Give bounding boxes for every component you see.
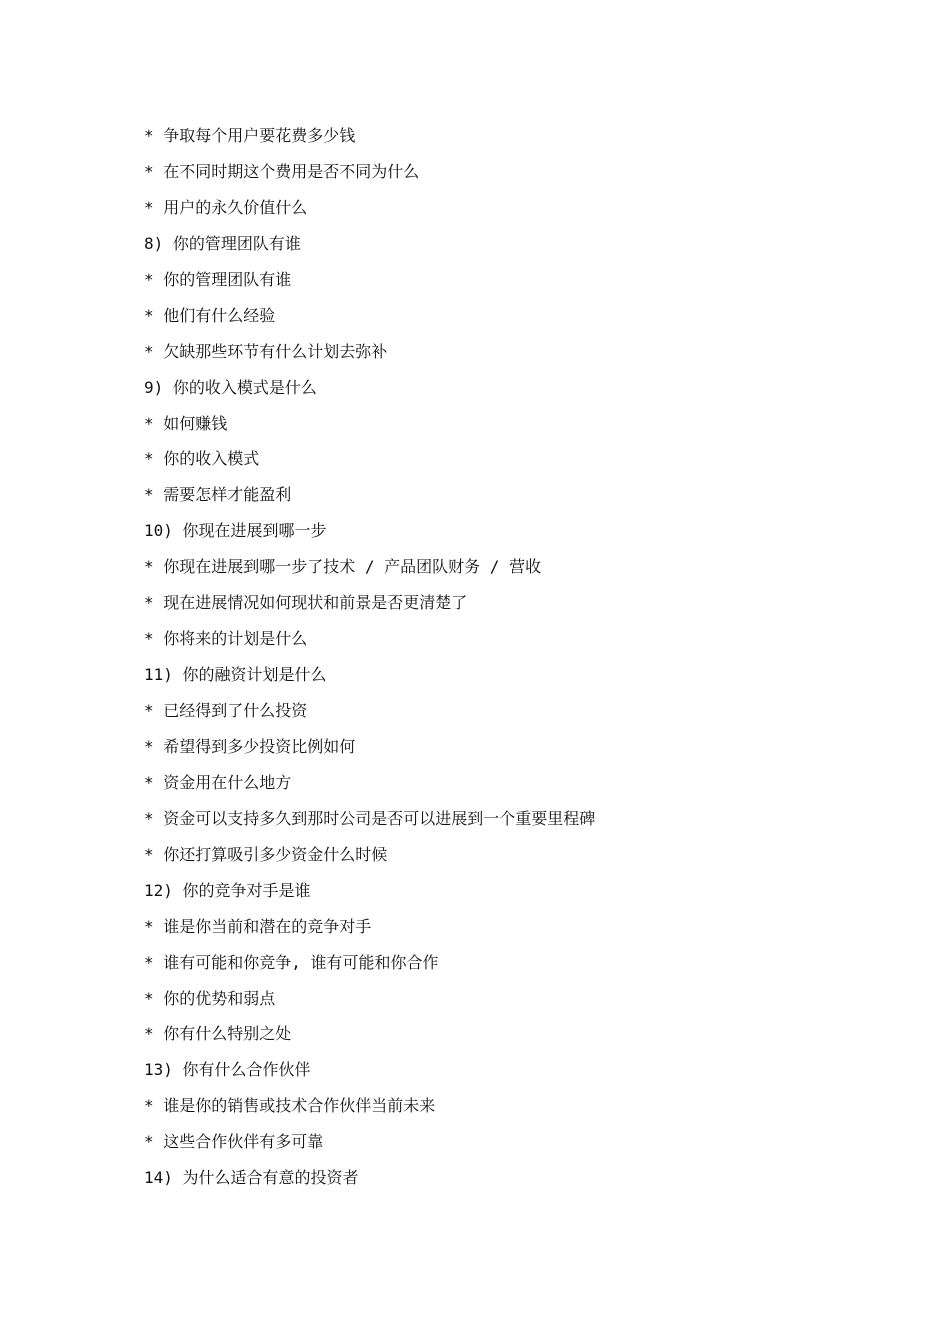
list-line: * 谁是你的销售或技术合作伙伴当前未来: [144, 1096, 436, 1116]
list-line: * 你有什么特别之处: [144, 1024, 292, 1044]
list-line: * 在不同时期这个费用是否不同为什么: [144, 161, 420, 181]
list-line: * 你的优势和弱点: [144, 988, 276, 1008]
list-line: * 你还打算吸引多少资金什么时候: [144, 844, 388, 864]
list-line: * 你现在进展到哪一步了技术 / 产品团队财务 / 营收: [144, 557, 542, 577]
list-line: * 谁有可能和你竞争, 谁有可能和你合作: [144, 952, 439, 972]
list-line: * 需要怎样才能盈利: [144, 485, 292, 505]
list-line: * 这些合作伙伴有多可靠: [144, 1132, 324, 1152]
list-line: * 资金用在什么地方: [144, 772, 292, 792]
list-line: * 资金可以支持多久到那时公司是否可以进展到一个重要里程碑: [144, 808, 596, 828]
section-heading: 14) 为什么适合有意的投资者: [144, 1168, 359, 1188]
question-list: [144, 124, 864, 1202]
list-line: * 现在进展情况如何现状和前景是否更清楚了: [144, 593, 468, 613]
list-line: * 你将来的计划是什么: [144, 629, 308, 649]
list-line: * 欠缺那些环节有什么计划去弥补: [144, 341, 388, 361]
list-line: * 如何赚钱: [144, 413, 228, 433]
section-heading: 13) 你有什么合作伙伴: [144, 1060, 311, 1080]
list-line: * 争取每个用户要花费多少钱: [144, 126, 356, 145]
list-line: * 希望得到多少投资比例如何: [144, 736, 356, 756]
list-line: * 你的收入模式: [144, 449, 260, 469]
section-heading: 8) 你的管理团队有谁: [144, 233, 301, 253]
list-line: * 你的管理团队有谁: [144, 269, 292, 289]
list-line: * 已经得到了什么投资: [144, 701, 308, 720]
list-line: * 他们有什么经验: [144, 305, 276, 325]
section-heading: 9) 你的收入模式是什么: [144, 377, 317, 397]
section-heading: 11) 你的融资计划是什么: [144, 665, 327, 685]
section-heading: 10) 你现在进展到哪一步: [144, 521, 327, 541]
section-heading: 12) 你的竞争对手是谁: [144, 880, 311, 900]
list-line: * 用户的永久价值什么: [144, 197, 308, 217]
list-line: * 谁是你当前和潜在的竞争对手: [144, 916, 372, 936]
